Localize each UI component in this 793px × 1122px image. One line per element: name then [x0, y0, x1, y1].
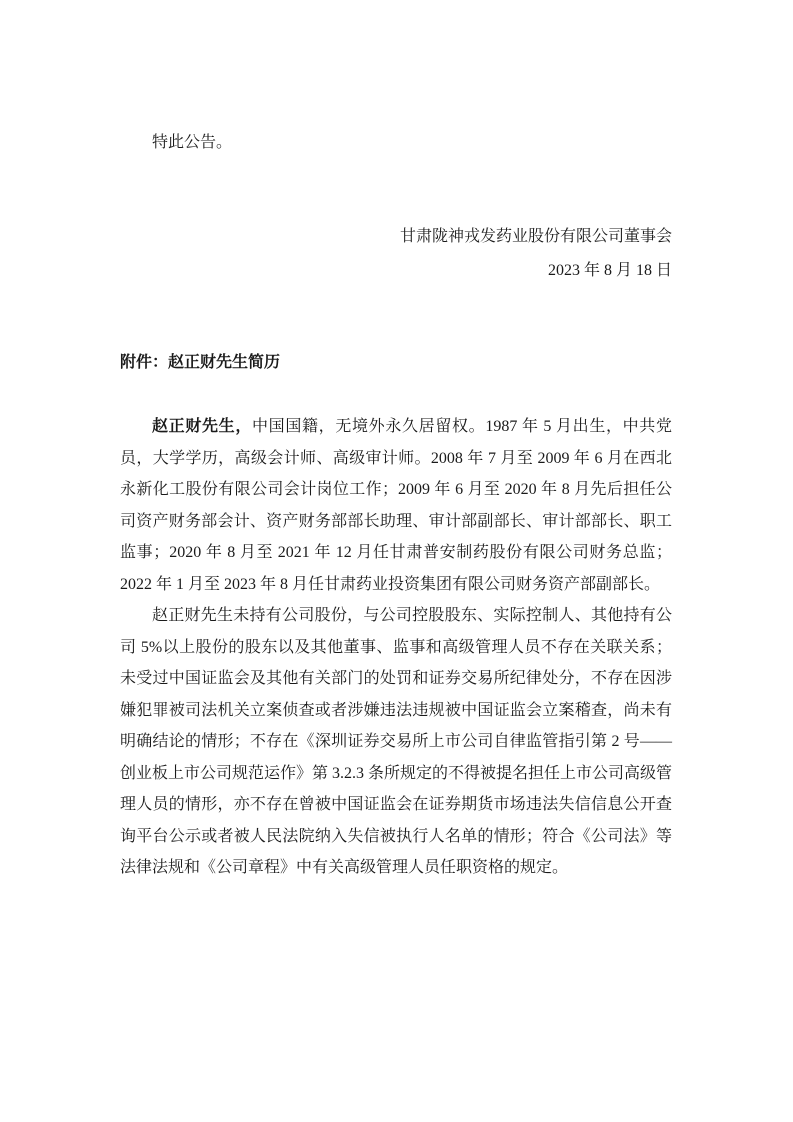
- signature-block: [120, 221, 672, 287]
- resume-body: [120, 411, 672, 884]
- resume-paragraph-1-text: 中国国籍，无境外永久居留权。1987 年 5 月出生，中共党员，大学学历，高级会计师、高级审计师。2008 年 7 月至 2009 年 6 月在西北永新化工股份有限公司会计岗位工作；2009 年 6 月至 2020 年 8 月先后担任公司资产财务部会计、资产财务部部长助理、审计部副部长、审计部部长、职工监事；2020 年 8 月至 2021 年 12 月任甘肃普安制药股份有限公司财务总监；2022 年 1 月至 2023 年 8 月任甘肃药业投资集团有限公司财务资产部副部长。: [120, 418, 672, 593]
- resume-paragraph-2-text: 赵正财先生未持有公司股份，与公司控股股东、实际控制人、其他持有公司 5%以上股份的股东以及其他董事、监事和高级管理人员不存在关联关系；未受过中国证监会及其他有关部门的处罚和证券交易所纪律处分，不存在因涉嫌犯罪被司法机关立案侦查或者涉嫌违法违规被中国证监会立案稽查，尚未有明确结论的情形；不存在《深圳证券交易所上市公司自律监管指引第 2 号——创业板上市公司规范运作》第 3.2.3 条所规定的不得被提名担任上市公司高级管理人员的情形，亦不存在曾被中国证监会在证券期货市场违法失信信息公开查询平台公示或者被人民法院纳入失信被执行人名单的情形；符合《公司法》等法律法规和《公司章程》中有关高级管理人员任职资格的规定。: [120, 607, 673, 876]
- resume-paragraph-1: [120, 411, 672, 600]
- signature-date: 2023 年 8 月 18 日: [547, 262, 672, 279]
- closing-statement: 特此公告。: [152, 134, 233, 151]
- resume-paragraph-1-lead: 赵正财先生，: [152, 418, 252, 435]
- signature-company: 甘肃陇神戎发药业股份有限公司董事会: [399, 227, 672, 245]
- attachment-heading: 附件：赵正财先生简历: [120, 353, 281, 371]
- resume-paragraph-2: [120, 600, 672, 884]
